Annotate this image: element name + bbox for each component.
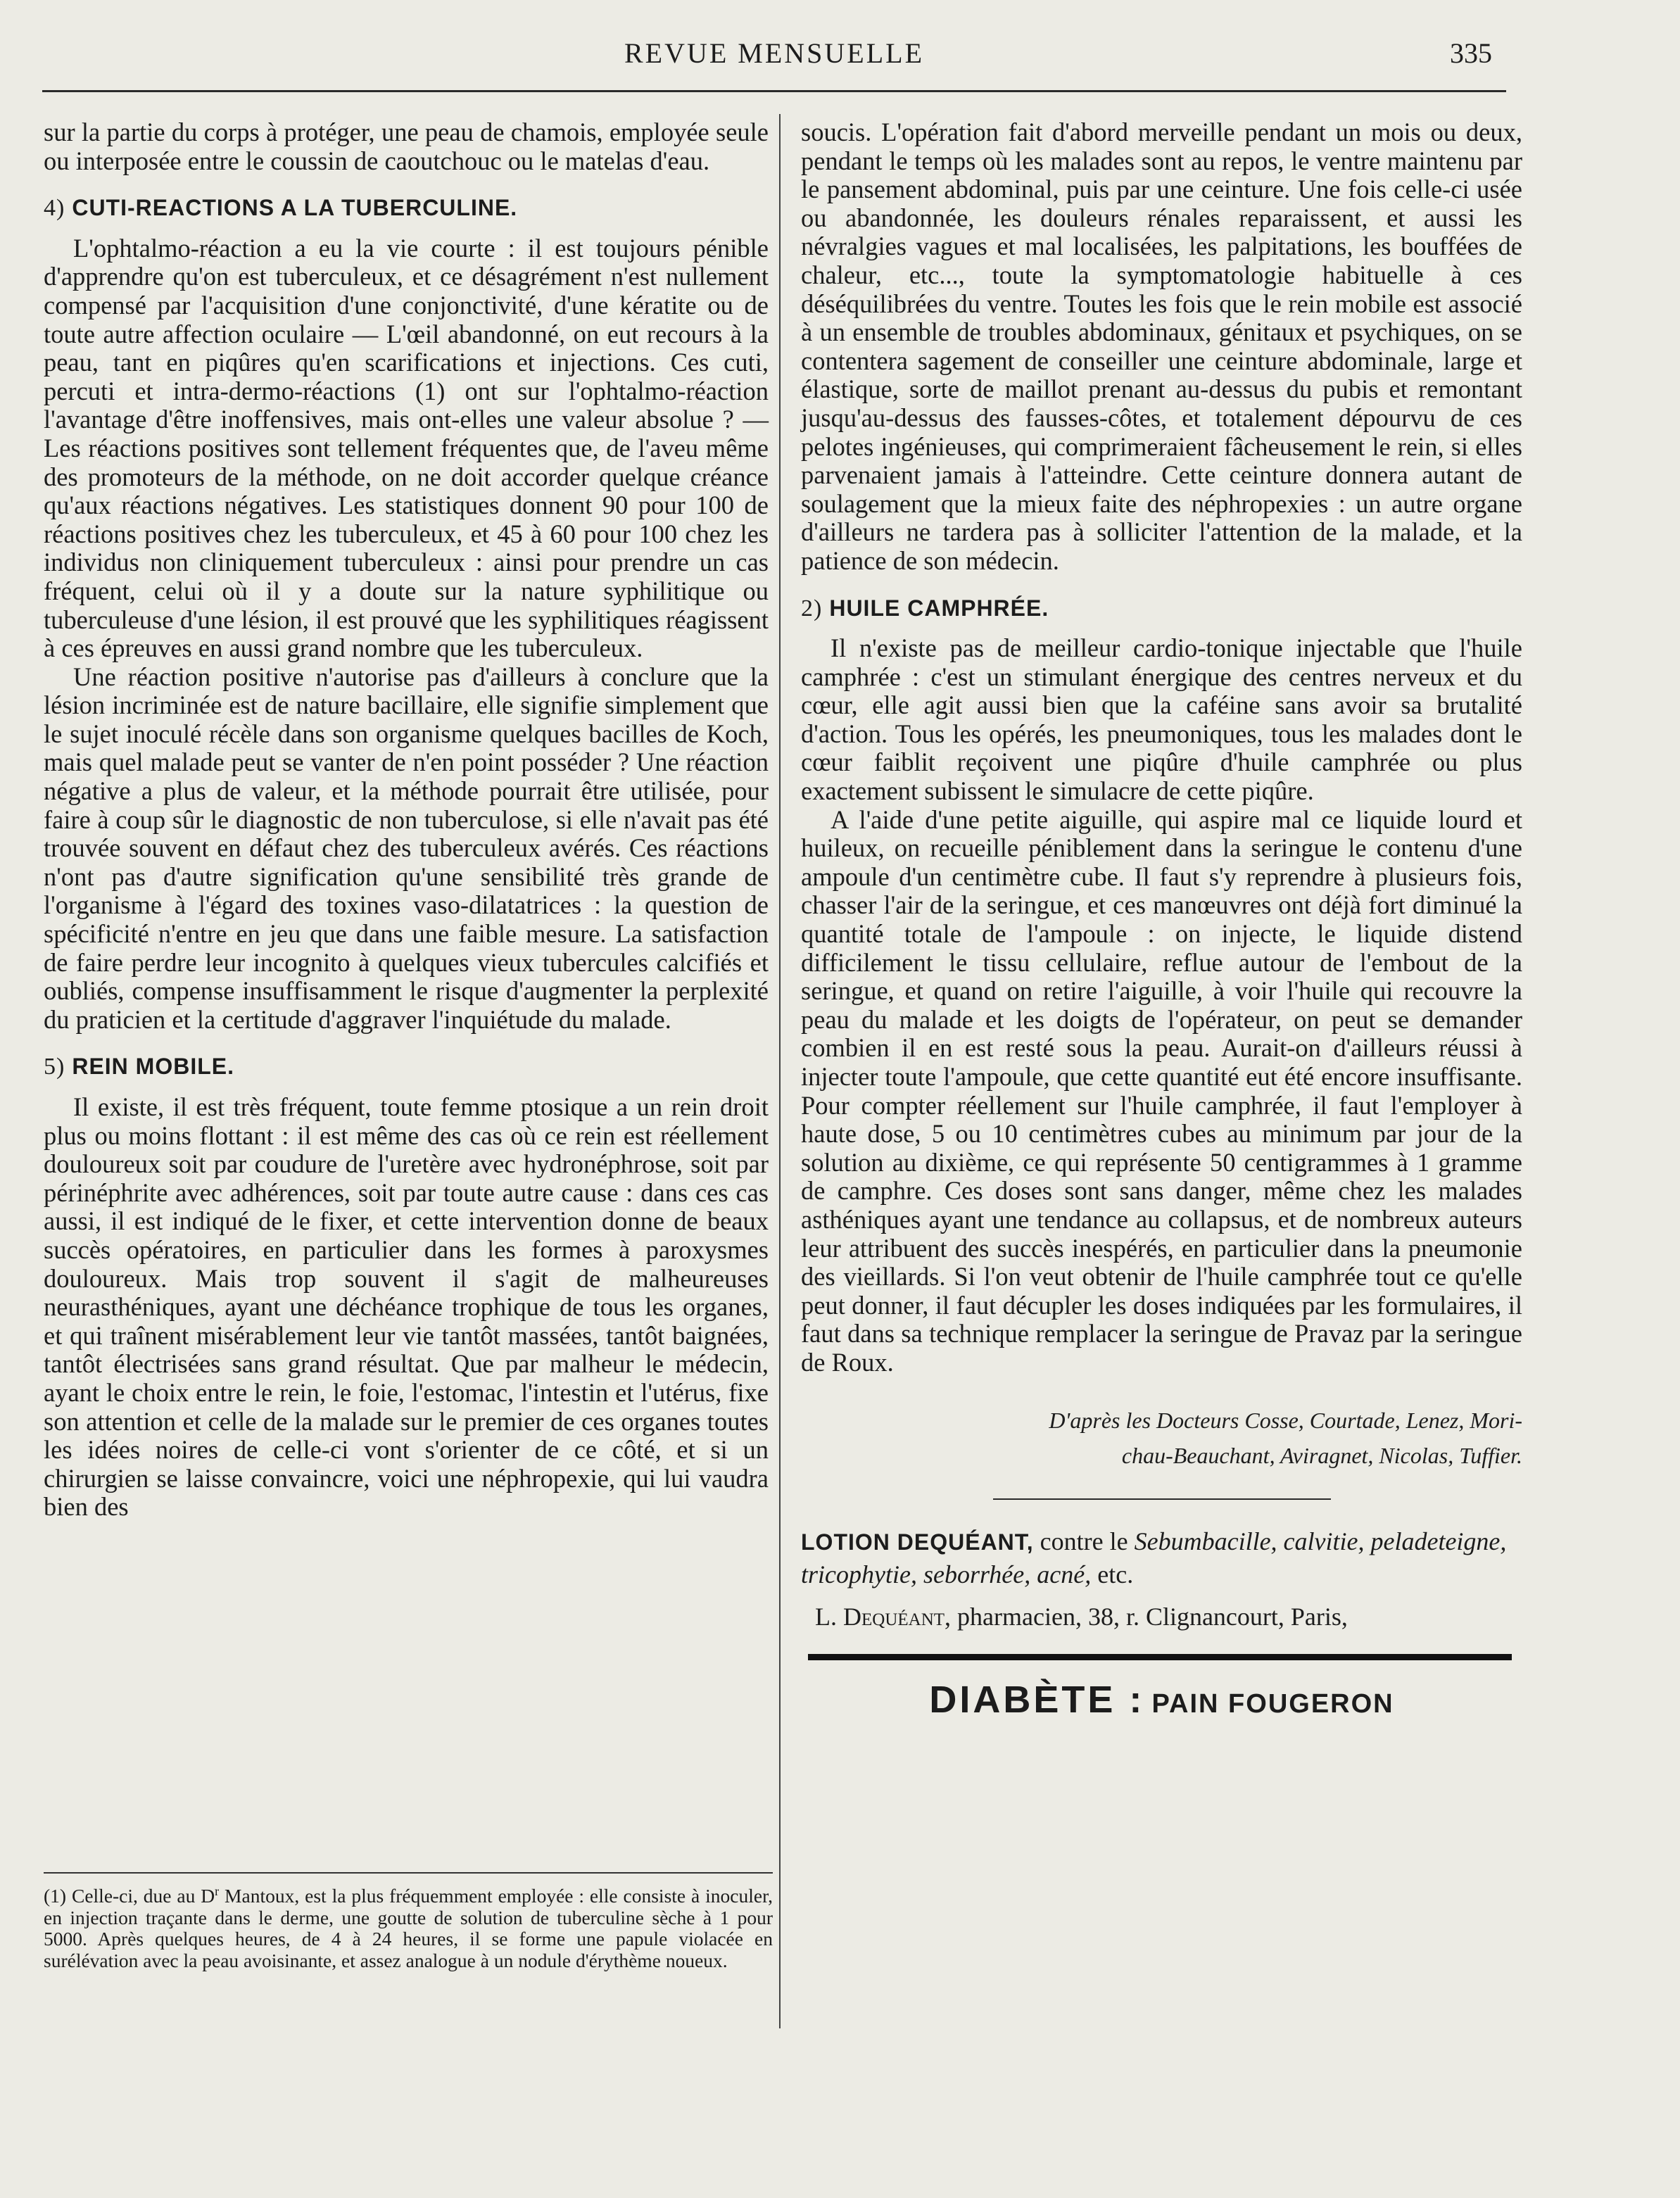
section-heading (801, 594, 1522, 624)
section-title: HUILE CAMPHRÉE. (829, 595, 1049, 621)
footnote-rule (44, 1872, 773, 1874)
signature-line: chau-Beauchant, Aviragnet, Nicolas, Tuffier. (1121, 1442, 1522, 1468)
footnote-marker: (1) (44, 1885, 67, 1907)
paragraph: Une réaction positive n'autorise pas d'ailleurs à conclure que la lésion incriminée est de nature bacillaire, elle signifie simplement que le sujet inoculé récèle dans son organisme quelques bacilles de Koch, mais quel malade peut se vanter de n'en point posséder ? Une réaction négative a plus de valeur, et la méthode pourrait être utilisée, pour faire à coup sûr le diagnostic de non tuberculose, si elle n'avait pas été trouvée souvent en défaut chez des tuberculeux avérés. Ces réactions n'ont pas d'autre signification qu'une sensibilité très grande de l'organisme à l'égard des toxines vaso-dilatatrices : la question de spécificité n'entre en jeu que dans une faible mesure. La satisfaction de faire perdre leur incognito à quelques vieux tubercules calcifiés et oubliés, compense insuffisamment le risque d'augmenter la perplexité du praticien et la certitude d'aggraver l'inquiétude du malade. (44, 662, 769, 1034)
section-number: 4) (44, 195, 65, 222)
page-number: 335 (1450, 37, 1492, 69)
signature-line: D'après les Docteurs Cosse, Courtade, Lenez, Mori- (1049, 1407, 1522, 1433)
paragraph: Il n'existe pas de meilleur cardio-tonique injectable que l'huile camphrée : c'est un stimulant énergique des centres nerveux et du cœur, elle agit aussi bien que la caféine sans avoir sa brutalité d'action. Tous les opérés, les pneumoniques, tous les malades dont le cœur faiblit reçoivent une piqûre d'huile camphrée ou plus exactement subissent le simulacre de cette piqûre. (801, 633, 1522, 806)
section-number: 5) (44, 1054, 65, 1080)
footnote-text-start: Celle-ci, due au D (71, 1885, 215, 1907)
footnote (44, 1881, 773, 1971)
paragraph: sur la partie du corps à protéger, une peau de chamois, employée seule ou interposée entre le coussin de caoutchouc ou le matelas d'eau. (44, 118, 769, 175)
ad-end-text: etc. (1091, 1560, 1134, 1589)
advertisement-lotion (801, 1525, 1522, 1633)
paragraph: Il existe, il est très fréquent, toute femme ptosique a un rein droit plus ou moins flottant : il est même des cas où ce rein est réellement douloureux soit par coudure de l'uretère avec hydronéphrose, soit par périnéphrite avec adhérences, soit par toute autre cause : dans ces cas aussi, il est indiqué de le fixer, et cette intervention donne de beaux succès opératoires, en particulier dans les formes à paroxysmes douloureux. Mais trop souvent il s'agit de malheureuses neurasthéniques, ayant une déchéance trophique de tous les organes, et qui traînent misérablement leur vie tantôt massées, tantôt baignées, tantôt électrisées sans grand résultat. Que par malheur le médecin, ayant le choix entre le rein, le foie, l'estomac, l'intestin et l'utérus, fixe son attention et celle de la malade sur le premier de ces organes toutes les idées noires de celle-ci vont s'orienter de ce côté, et si un chirurgien se laisse convaincre, voici une néphropexie, qui lui vaudra bien des (44, 1092, 769, 1522)
banner-main: DIABÈTE : (929, 1678, 1145, 1721)
ad-italic-text: Sebumbacille, calvitie, peladeteigne, tricophytie, seborrhée, acné, (801, 1527, 1507, 1589)
section-title: REIN MOBILE. (72, 1054, 234, 1080)
separator-rule (993, 1498, 1331, 1500)
header-rule (42, 90, 1506, 92)
banner-sub: PAIN FOUGERON (1151, 1688, 1394, 1719)
section-heading (44, 1052, 769, 1082)
ad-address-rest: pharmacien, 38, r. Clignancourt, Paris, (951, 1602, 1348, 1631)
right-column (801, 118, 1522, 1721)
ad-text (801, 1525, 1522, 1591)
advertisement-banner (801, 1678, 1522, 1721)
author-signature (801, 1403, 1522, 1473)
running-title: REVUE MENSUELLE (624, 37, 925, 69)
running-header (42, 37, 1506, 79)
thick-separator-rule (808, 1654, 1512, 1660)
footnote-superscript: r (215, 1884, 220, 1898)
column-divider (779, 114, 781, 2028)
ad-address (801, 1600, 1522, 1633)
ad-address-name: L. Dequéant, (815, 1602, 952, 1631)
left-column (44, 118, 769, 1522)
section-number: 2) (801, 595, 823, 621)
footnote-text-end: Mantoux, est la plus fréquemment employée : elle consiste à inoculer, en injection traçante dans le derme, une goutte de solution de tuberculine sèche à 1 pour 5000. Après quelques heures, de 4 à 24 heures, il se forme une papule violacée en surélévation avec la peau avoisinante, et assez analogue à un nodule d'érythème noueux. (44, 1885, 773, 1971)
section-heading (44, 194, 769, 223)
paragraph: A l'aide d'une petite aiguille, qui aspire mal ce liquide lourd et huileux, on recueille péniblement dans la seringue le contenu d'une ampoule d'un centimètre cube. Il faut s'y reprendre à plusieurs fois, chasser l'air de la seringue, et ces manœuvres ont déjà fort diminué la quantité totale de l'ampoule : on injecte, le liquide distend difficilement le tissu cellulaire, reflue autour de l'embout de la seringue, et quand on retire l'aiguille, à voir l'huile qui recouvre la peau du malade et les doigts de l'opérateur, on peut se demander combien il en est resté sous la peau. Aurait-on d'ailleurs réussi à injecter toute l'ampoule, que cette quantité eut été encore insuffisante. Pour compter réellement sur l'huile camphrée, il faut l'employer à haute dose, 5 ou 10 centimètres cubes au minimum par jour de la solution au dixième, ce qui représente 50 centigrammes à 1 gramme de camphre. Ces doses sont sans danger, même chez les malades asthéniques ayant une tendance au collapsus, et de nombreux auteurs leur attribuent des succès inespérés, en particulier dans la pneumonie des vieillards. Si l'on veut obtenir de l'huile camphrée tout ce qu'elle peut donner, il faut décupler les doses indiquées par les formulaires, il faut dans sa technique remplacer la seringue de Pravaz par la seringue de Roux. (801, 804, 1522, 1377)
paragraph: soucis. L'opération fait d'abord merveille pendant un mois ou deux, pendant le temps où les malades sont au repos, le ventre maintenu par le pansement abdominal, puis par une ceinture. Une fois celle-ci usée ou abandonnée, les douleurs rénales reparaissent, et aussi les névralgies vagues et mal localisées, les palpitations, les bouffées de chaleur, etc..., toute la symptomatologie habituelle à ces déséquilibrées du ventre. Toutes les fois que le rein mobile est associé à un ensemble de troubles abdominaux, génitaux et psychiques, on se contentera sagement de conseiller une ceinture abdominale, large et élastique, sorte de maillot prenant au-dessus du pubis et remontant jusqu'au-dessus des fausses-côtes, et totalement dépourvu de ces pelotes ingénieuses, qui comprimeraient fâcheusement le rein, si elles parvenaient jamais à l'atteindre. Cette ceinture donnera autant de soulagement que la mieux faite des néphropexies : un autre organe d'ailleurs ne tardera pas à solliciter l'attention de la malade, et la patience de son médecin. (801, 118, 1522, 575)
ad-plain-text: contre le (1033, 1527, 1135, 1555)
section-title: CUTI-REACTIONS A LA TUBERCULINE. (72, 195, 518, 221)
ad-brand: LOTION DEQUÉANT, (801, 1529, 1034, 1555)
paragraph: L'ophtalmo-réaction a eu la vie courte : il est toujours pénible d'apprendre qu'on est tuberculeux, et ce désagrément n'est nullement compensé par l'acquisition d'une conjonctivité, d'une kératite ou de toute autre affection oculaire — L'œil abandonné, on eut recours à la peau, tant en piqûres qu'en scarifications et injections. Ces cuti, percuti et intra-dermo-réactions (1) ont sur l'ophtalmo-réaction l'avantage d'être inoffensives, mais ont-elles une valeur absolue ? — Les réactions positives sont tellement fréquentes que, de l'aveu même des promoteurs de la méthode, on ne doit accorder quelque créance qu'aux réactions négatives. Les statistiques donnent 90 pour 100 de réactions positives chez les tuberculeux, et 45 à 60 pour 100 chez les individus non cliniquement tuberculeux : ainsi pour prendre un cas fréquent, celui où il y a doute sur la nature syphilitique ou tuberculeuse d'une lésion, il est prouvé que les syphilitiques réagissent à ces épreuves en aussi grand nombre que les tuberculeux. (44, 233, 769, 663)
